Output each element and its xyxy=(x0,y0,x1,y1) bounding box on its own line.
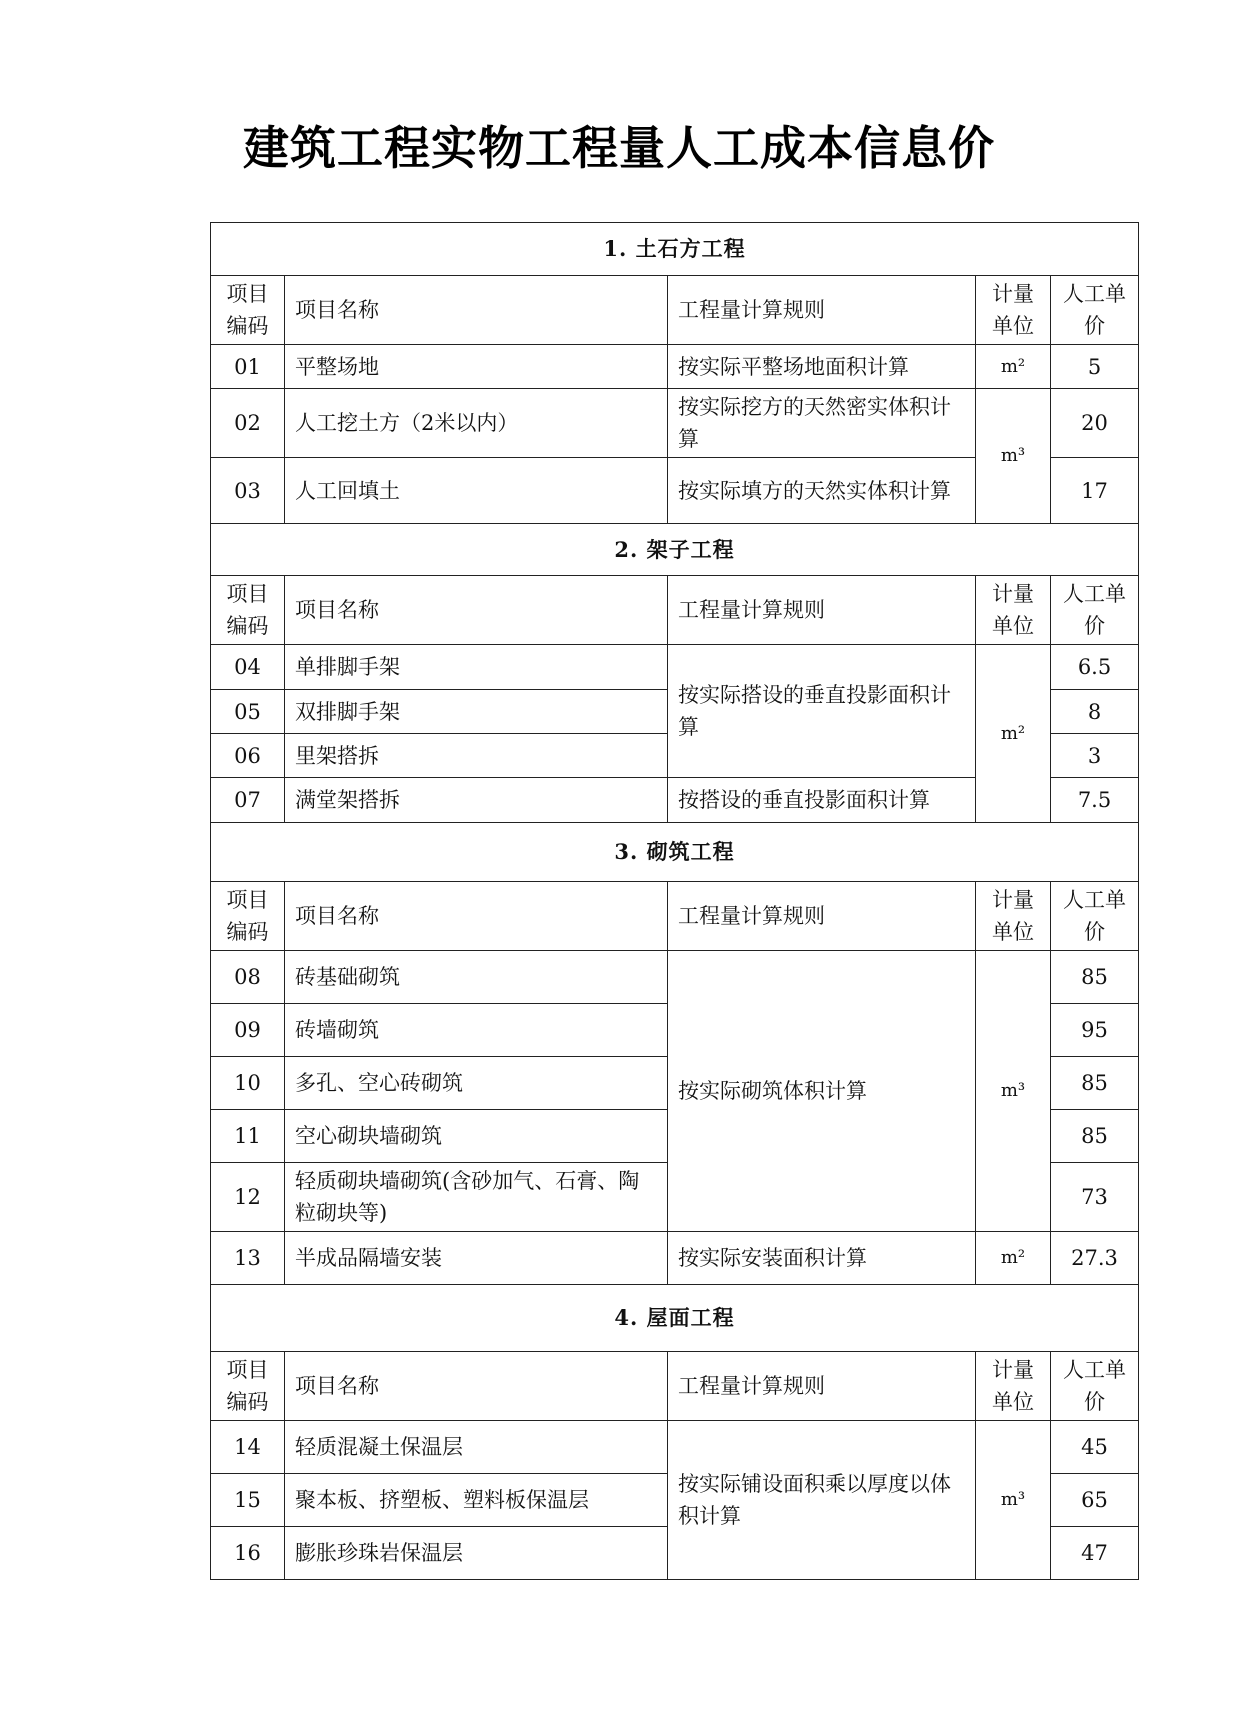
item-rule: 按实际搭设的垂直投影面积计算 xyxy=(668,645,976,778)
item-code: 03 xyxy=(211,458,285,524)
item-price: 8 xyxy=(1051,690,1139,734)
item-price: 17 xyxy=(1051,458,1139,524)
item-price: 65 xyxy=(1051,1474,1139,1527)
table-row xyxy=(211,1421,1139,1474)
item-price: 27.3 xyxy=(1051,1232,1139,1285)
item-name: 砖墙砌筑 xyxy=(285,1004,668,1057)
header-rule: 工程量计算规则 xyxy=(668,882,976,951)
item-unit: m² xyxy=(976,1232,1051,1285)
item-price: 85 xyxy=(1051,951,1139,1004)
section-header-row xyxy=(211,1285,1139,1352)
header-unit: 计量单位 xyxy=(976,1352,1051,1421)
item-price: 6.5 xyxy=(1051,645,1139,690)
item-rule: 按实际填方的天然实体积计算 xyxy=(668,458,976,524)
header-rule: 工程量计算规则 xyxy=(668,276,976,345)
header-code: 项目编码 xyxy=(211,576,285,645)
header-name: 项目名称 xyxy=(285,276,668,345)
item-code: 04 xyxy=(211,645,285,690)
section-title: 2. 架子工程 xyxy=(211,524,1139,576)
table-row xyxy=(211,645,1139,690)
item-name: 平整场地 xyxy=(285,345,668,389)
header-price: 人工单价 xyxy=(1051,882,1139,951)
item-price: 45 xyxy=(1051,1421,1139,1474)
section-header-row xyxy=(211,223,1139,276)
item-name: 单排脚手架 xyxy=(285,645,668,690)
item-price: 85 xyxy=(1051,1110,1139,1163)
header-unit: 计量单位 xyxy=(976,576,1051,645)
header-price: 人工单价 xyxy=(1051,1352,1139,1421)
item-price: 7.5 xyxy=(1051,778,1139,823)
header-name: 项目名称 xyxy=(285,882,668,951)
item-name: 人工回填土 xyxy=(285,458,668,524)
item-name: 满堂架搭拆 xyxy=(285,778,668,823)
item-price: 3 xyxy=(1051,734,1139,778)
item-code: 05 xyxy=(211,690,285,734)
item-unit: m³ xyxy=(976,389,1051,524)
header-code: 项目编码 xyxy=(211,276,285,345)
column-header-row xyxy=(211,276,1139,345)
item-name: 轻质混凝土保温层 xyxy=(285,1421,668,1474)
item-price: 47 xyxy=(1051,1527,1139,1580)
item-price: 95 xyxy=(1051,1004,1139,1057)
item-code: 16 xyxy=(211,1527,285,1580)
header-name: 项目名称 xyxy=(285,576,668,645)
item-code: 12 xyxy=(211,1163,285,1232)
section-header-row xyxy=(211,524,1139,576)
item-price: 73 xyxy=(1051,1163,1139,1232)
item-name: 膨胀珍珠岩保温层 xyxy=(285,1527,668,1580)
header-unit: 计量单位 xyxy=(976,882,1051,951)
item-price: 20 xyxy=(1051,389,1139,458)
section-header-row xyxy=(211,823,1139,882)
header-price: 人工单价 xyxy=(1051,276,1139,345)
item-code: 06 xyxy=(211,734,285,778)
item-unit: m² xyxy=(976,645,1051,823)
item-code: 14 xyxy=(211,1421,285,1474)
table-row xyxy=(211,1232,1139,1285)
item-code: 11 xyxy=(211,1110,285,1163)
section-title: 3. 砌筑工程 xyxy=(211,823,1139,882)
item-code: 02 xyxy=(211,389,285,458)
item-unit: m³ xyxy=(976,1421,1051,1580)
item-code: 13 xyxy=(211,1232,285,1285)
header-rule: 工程量计算规则 xyxy=(668,1352,976,1421)
header-name: 项目名称 xyxy=(285,1352,668,1421)
item-unit: m² xyxy=(976,345,1051,389)
item-name: 里架搭拆 xyxy=(285,734,668,778)
item-name: 轻质砌块墙砌筑(含砂加气、石膏、陶粒砌块等) xyxy=(285,1163,668,1232)
item-name: 砖基础砌筑 xyxy=(285,951,668,1004)
item-rule: 按实际挖方的天然密实体积计算 xyxy=(668,389,976,458)
item-name: 半成品隔墙安装 xyxy=(285,1232,668,1285)
item-unit: m³ xyxy=(976,951,1051,1232)
item-name: 双排脚手架 xyxy=(285,690,668,734)
item-code: 15 xyxy=(211,1474,285,1527)
item-name: 人工挖土方（2米以内） xyxy=(285,389,668,458)
item-price: 5 xyxy=(1051,345,1139,389)
column-header-row xyxy=(211,882,1139,951)
header-code: 项目编码 xyxy=(211,882,285,951)
table-row xyxy=(211,345,1139,389)
item-rule: 按搭设的垂直投影面积计算 xyxy=(668,778,976,823)
item-code: 10 xyxy=(211,1057,285,1110)
item-code: 09 xyxy=(211,1004,285,1057)
section-title: 1. 土石方工程 xyxy=(211,223,1139,276)
item-rule: 按实际安装面积计算 xyxy=(668,1232,976,1285)
page-title: 建筑工程实物工程量人工成本信息价 xyxy=(243,121,995,175)
cost-table xyxy=(210,222,1139,1580)
item-rule: 按实际铺设面积乘以厚度以体积计算 xyxy=(668,1421,976,1580)
item-name: 聚本板、挤塑板、塑料板保温层 xyxy=(285,1474,668,1527)
item-name: 空心砌块墙砌筑 xyxy=(285,1110,668,1163)
column-header-row xyxy=(211,576,1139,645)
item-name: 多孔、空心砖砌筑 xyxy=(285,1057,668,1110)
item-code: 08 xyxy=(211,951,285,1004)
item-code: 07 xyxy=(211,778,285,823)
item-code: 01 xyxy=(211,345,285,389)
header-price: 人工单价 xyxy=(1051,576,1139,645)
column-header-row xyxy=(211,1352,1139,1421)
header-unit: 计量单位 xyxy=(976,276,1051,345)
item-rule: 按实际砌筑体积计算 xyxy=(668,951,976,1232)
header-rule: 工程量计算规则 xyxy=(668,576,976,645)
table-row xyxy=(211,951,1139,1004)
item-price: 85 xyxy=(1051,1057,1139,1110)
item-rule: 按实际平整场地面积计算 xyxy=(668,345,976,389)
header-code: 项目编码 xyxy=(211,1352,285,1421)
section-title: 4. 屋面工程 xyxy=(211,1285,1139,1352)
table-row xyxy=(211,389,1139,458)
